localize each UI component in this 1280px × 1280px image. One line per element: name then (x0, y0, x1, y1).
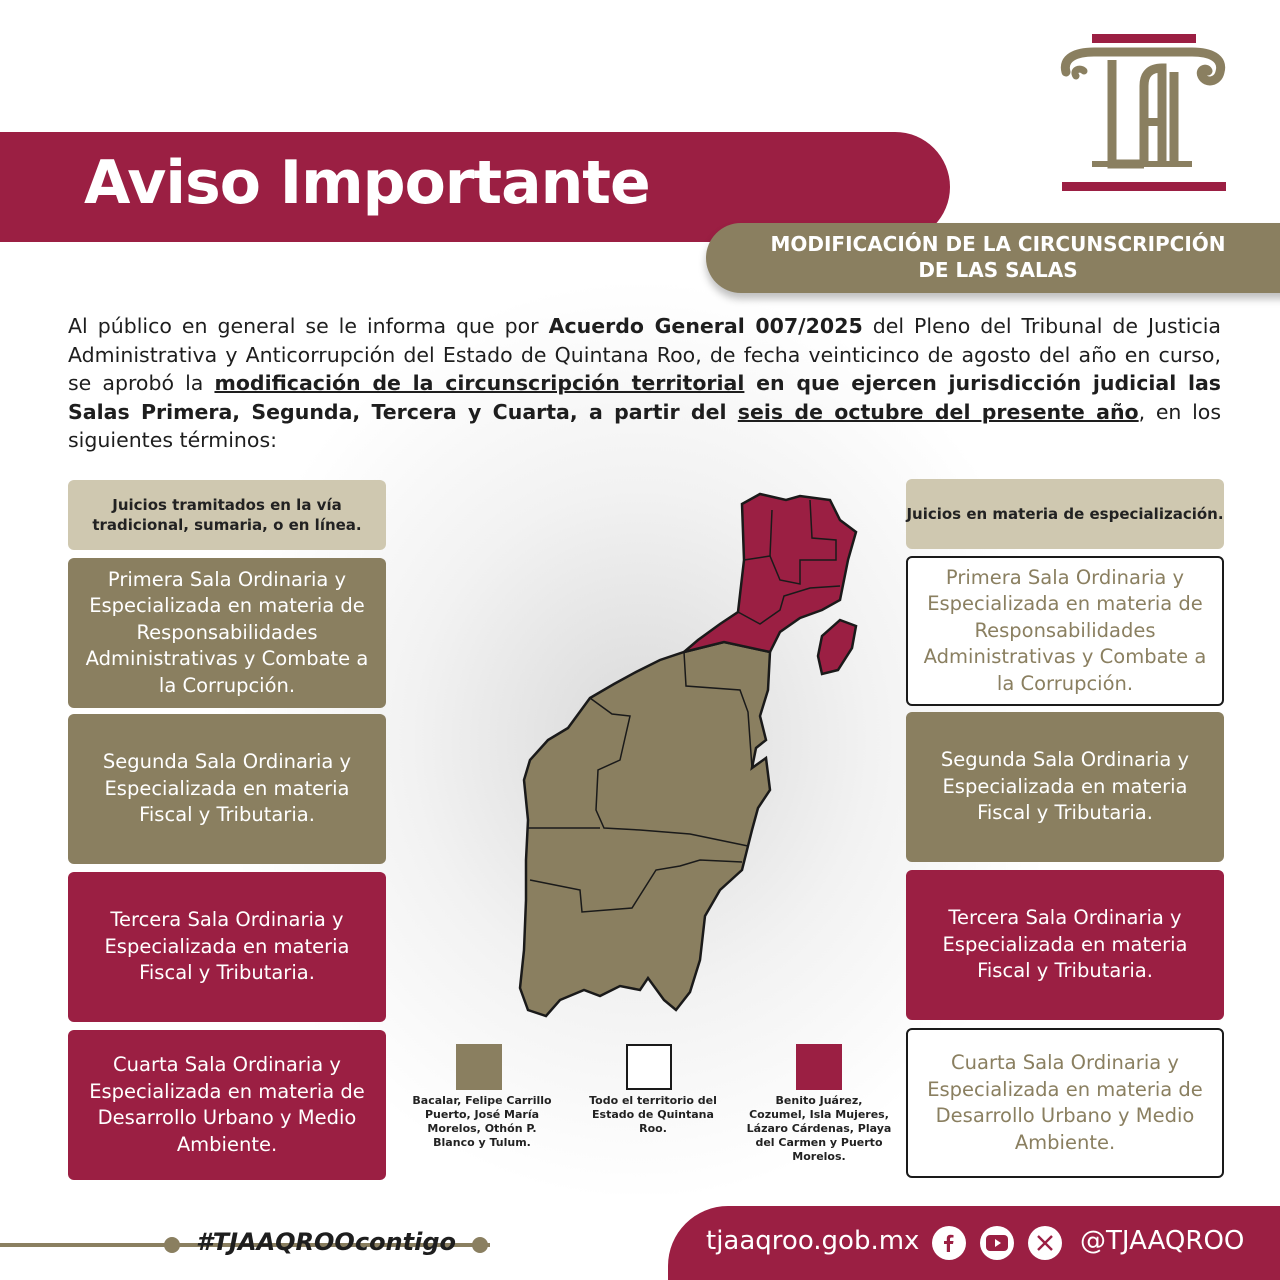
footer-dot-left (164, 1237, 180, 1253)
right-box-primera-sala: Primera Sala Ordinaria y Especializada en materia de Responsabilidades Administrativas y Combate a la Corrupción. (906, 556, 1224, 706)
legend-text-crimson: Benito Juárez, Cozumel, Isla Mujeres, Lázaro Cárdenas, Playa del Carmen y Puerto Morelos. (746, 1094, 892, 1163)
map-cozumel (818, 620, 856, 674)
page-title: Aviso Importante (84, 148, 650, 218)
right-box-tercera-sala: Tercera Sala Ordinaria y Especializada en materia Fiscal y Tributaria. (906, 870, 1224, 1020)
subtitle-line-1: MODIFICACIÓN DE LA CIRCUNSCRIPCIÓN (770, 232, 1226, 256)
map-region-south (520, 642, 770, 1016)
youtube-icon[interactable] (980, 1226, 1014, 1260)
left-column-header: Juicios tramitados en la vía tradicional, sumaria, o en línea. (68, 480, 386, 550)
legend-swatch-crimson (796, 1044, 842, 1090)
right-box-cuarta-sala: Cuarta Sala Ordinaria y Especializada en materia de Desarrollo Urbano y Medio Ambiente. (906, 1028, 1224, 1178)
left-box-tercera-sala: Tercera Sala Ordinaria y Especializada en materia Fiscal y Tributaria. (68, 872, 386, 1022)
right-column-header: Juicios en materia de especialización. (906, 479, 1224, 549)
legend-swatch-olive (456, 1044, 502, 1090)
subtitle-line-2: DE LAS SALAS (918, 258, 1078, 282)
subtitle-banner (706, 223, 1280, 293)
left-box-segunda-sala: Segunda Sala Ordinaria y Especializada en materia Fiscal y Tributaria. (68, 714, 386, 864)
x-icon[interactable] (1028, 1226, 1062, 1260)
logo-text: TJA (1143, 111, 1147, 113)
tja-logo (1058, 32, 1228, 196)
website-link[interactable]: tjaaqroo.gob.mx (706, 1226, 920, 1256)
left-box-primera-sala: Primera Sala Ordinaria y Especializada en materia de Responsabilidades Administrativas y Combate a la Corrupción. (68, 558, 386, 708)
social-handle[interactable]: @TJAAQROO (1080, 1226, 1245, 1256)
facebook-icon[interactable] (932, 1226, 966, 1260)
hashtag: #TJAAQROOcontigo (196, 1228, 457, 1256)
right-box-segunda-sala: Segunda Sala Ordinaria y Especializada en materia Fiscal y Tributaria. (906, 712, 1224, 862)
legend-text-white: Todo el territorio del Estado de Quintana Roo. (589, 1094, 717, 1135)
legend-swatch-white (626, 1044, 672, 1090)
intro-paragraph: Al público en general se le informa que por Acuerdo General 007/2025 del Pleno del Tribunal de Justicia Administrativa y Anticorrupción del Estado de Quintana Roo, de fecha veinticinco de agosto del año en curso, se aprobó la modificación de la circunscripción territorial en que ejercen jurisdicción judicial las Salas Primera, Segunda, Tercera y Cuarta, a partir del seis de octubre del presente año, en los siguientes términos: (68, 314, 1222, 452)
left-box-cuarta-sala: Cuarta Sala Ordinaria y Especializada en materia de Desarrollo Urbano y Medio Ambiente. (68, 1030, 386, 1180)
legend-text-olive: Bacalar, Felipe Carrillo Puerto, José María Morelos, Othón P. Blanco y Tulum. (412, 1094, 552, 1149)
quintana-roo-map (500, 490, 880, 1030)
footer-dot-right (472, 1237, 488, 1253)
